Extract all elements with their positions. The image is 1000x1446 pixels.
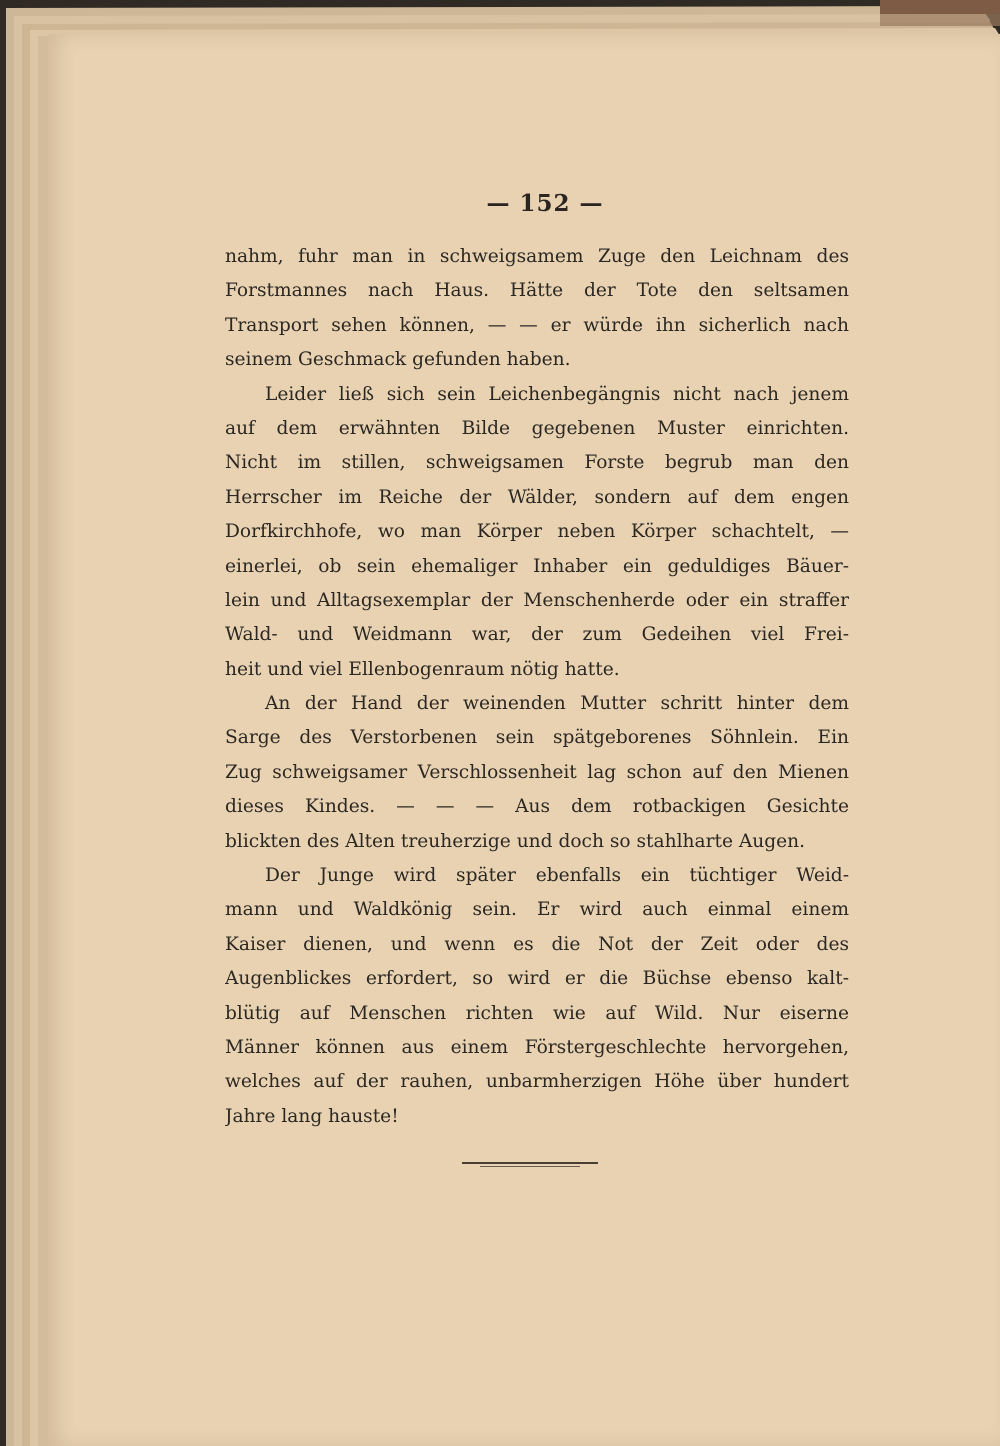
book-cover-edge <box>880 14 1000 26</box>
text-line: An der Hand der weinenden Mutter schritt hinter dem <box>265 693 849 715</box>
text-line: Jahre lang hauste! <box>225 1105 399 1127</box>
text-line: Der Junge wird später ebenfalls ein tüchtiger Weid- <box>265 865 849 887</box>
text-line: Wald- und Weidmann war, der zum Gedeihen viel Frei- <box>225 624 849 646</box>
text-line: Herrscher im Reiche der Wälder, sondern auf dem engen <box>225 486 849 508</box>
text-line: Kaiser dienen, und wenn es die Not der Zeit oder des <box>225 933 849 955</box>
text-line: Leider ließ sich sein Leichenbegängnis nicht nach jenem <box>265 383 849 405</box>
text-line: seinem Geschmack gefunden haben. <box>225 349 571 371</box>
text-line: Nicht im stillen, schweigsamen Forste begrub man den <box>225 452 849 474</box>
text-line: mann und Waldkönig sein. Er wird auch einmal einem <box>225 899 849 921</box>
text-line: Dorfkirchhofe, wo man Körper neben Körper schachtelt, — <box>225 521 849 543</box>
end-ornament-rule <box>462 1162 598 1164</box>
page-text <box>225 240 849 1134</box>
text-line: Zug schweigsamer Verschlossenheit lag schon auf den Mienen <box>225 761 849 783</box>
text-line: einerlei, ob sein ehemaliger Inhaber ein geduldiges Bäuer- <box>225 555 849 577</box>
text-line: Transport sehen können, — — er würde ihn sicherlich nach <box>225 314 849 336</box>
text-line: lein und Alltagsexemplar der Menschenherde oder ein straffer <box>225 589 849 611</box>
text-line: welches auf der rauhen, unbarmherzigen Höhe über hundert <box>225 1071 849 1093</box>
text-line: auf dem erwähnten Bilde gegebenen Muster einrichten. <box>225 417 849 439</box>
text-line: blütig auf Menschen richten wie auf Wild. Nur eiserne <box>225 1002 849 1024</box>
text-line: Männer können aus einem Förstergeschlechte hervorgehen, <box>225 1036 849 1058</box>
text-line: heit und viel Ellenbogenraum nötig hatte. <box>225 658 620 680</box>
text-line: dieses Kindes. — — — Aus dem rotbackigen Gesichte <box>225 796 849 818</box>
text-line: Forstmannes nach Haus. Hätte der Tote den seltsamen <box>225 280 849 302</box>
text-line: Sarge des Verstorbenen sein spätgeborenes Söhnlein. Ein <box>225 727 849 749</box>
text-line: nahm, fuhr man in schweigsamem Zuge den Leichnam des <box>225 246 849 267</box>
text-line: blickten des Alten treuherzige und doch so stahlharte Augen. <box>225 830 806 852</box>
page-number: — 152 — <box>486 190 604 217</box>
book-cover-edge <box>880 0 1000 14</box>
text-line: Augenblickes erfordert, so wird er die Büchse ebenso kalt- <box>225 968 849 990</box>
